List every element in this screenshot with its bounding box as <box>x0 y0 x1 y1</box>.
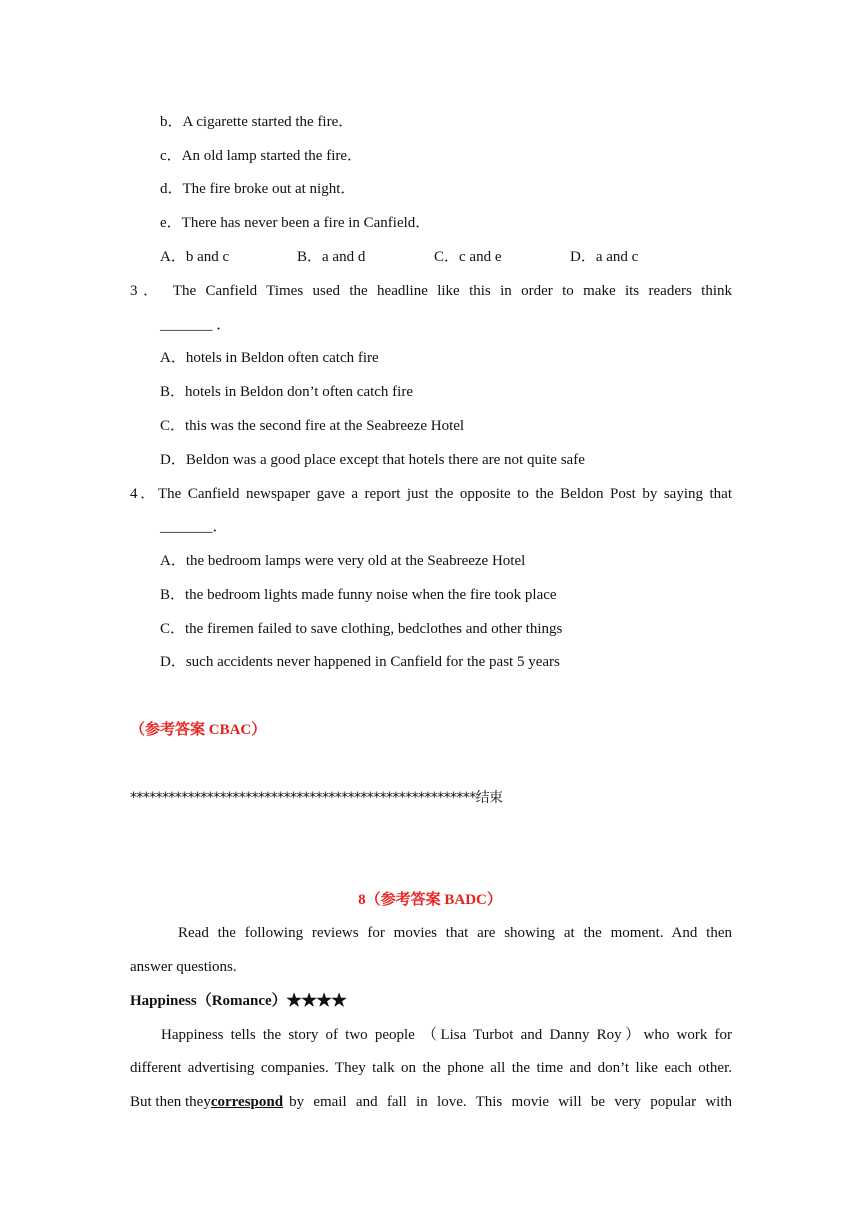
end-marker: ******************************************************结束 <box>130 790 503 806</box>
q2-option-e: e．There has never been a fire in Canfield． <box>160 215 431 231</box>
q4-option-a: A．the bedroom lamps were very old at the Seabreeze Hotel <box>160 553 526 569</box>
q2-option-c: c．An old lamp started the fire． <box>160 148 363 164</box>
q4-option-b: B．the bedroom lights made funny noise when the fire took place <box>160 587 557 603</box>
q4-blank: _______． <box>160 519 228 535</box>
paragraph-line-1: Happiness tells the story of two people （Lisa Turbot and Danny Roy）who work for <box>161 1027 732 1043</box>
q3-stem: 3． The Canfield Times used the headline like this in order to make its readers think <box>130 283 732 299</box>
q3-option-a: A．hotels in Beldon often catch fire <box>160 350 379 366</box>
keyword-correspond: correspond <box>210 1094 284 1110</box>
q3-option-b: B．hotels in Beldon don’t often catch fire <box>160 384 414 400</box>
paragraph-line-3-after: by email and fall in love. This movie will be very popular with <box>289 1094 732 1110</box>
section-heading: 8（参考答案 BADC） <box>358 892 502 908</box>
q2-choice-a: A．b and c <box>160 249 230 265</box>
intro-line-1: Read the following reviews for movies that are showing at the moment. And then <box>178 925 732 941</box>
paragraph-line-3 <box>130 1092 732 1112</box>
q2-option-d: d．The fire broke out at night． <box>160 181 356 197</box>
q2-choice-c: C．c and e <box>434 249 502 265</box>
q4-option-c: C．the firemen failed to save clothing, bedclothes and other things <box>160 621 563 637</box>
movie-title: Happiness（Romance）★★★★ <box>130 993 347 1009</box>
q3-option-d: D．Beldon was a good place except that hotels there are not quite safe <box>160 452 585 468</box>
q3-blank: _______ ． <box>160 317 232 333</box>
q3-option-c: C．this was the second fire at the Seabreeze Hotel <box>160 418 465 434</box>
q2-choice-b: B．a and d <box>297 249 366 265</box>
q4-stem: 4．The Canfield newspaper gave a report just the opposite to the Beldon Post by saying that <box>130 486 732 502</box>
paragraph-line-3-before: But then they <box>130 1094 211 1110</box>
q4-option-d: D．such accidents never happened in Canfield for the past 5 years <box>160 654 560 670</box>
intro-line-2: answer questions. <box>130 959 237 975</box>
q2-option-b: b．A cigarette started the fire． <box>160 114 354 130</box>
answer-key: （参考答案 CBAC） <box>130 722 267 738</box>
paragraph-line-2: different advertising companies. They talk on the phone all the time and don’t like each other. <box>130 1060 732 1076</box>
q2-choice-d: D．a and c <box>570 249 639 265</box>
